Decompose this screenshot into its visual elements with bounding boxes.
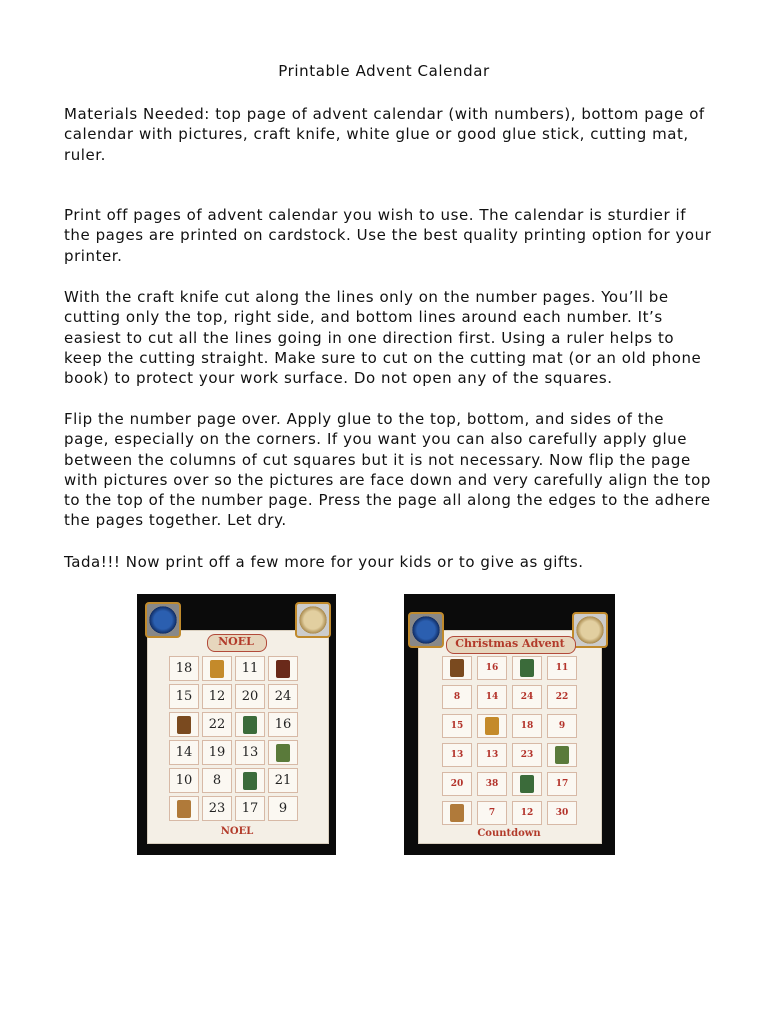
calendar-footer-text: Countdown: [477, 828, 541, 839]
calendar-banner-text: NOEL: [218, 635, 254, 648]
picture-icon: [210, 660, 224, 678]
cutting-paragraph: With the craft knife cut along the lines only on the number pages. You’ll be cutting only the top, right side, and bottom lines around each number. It’s easiest to cut all the lines going in one direction first. Using a ruler helps to keep the cutting straight. Make sure to cut on the cutting mat (or an old phone book) to protect your work surface. Do not open any of the squares.: [64, 288, 702, 388]
picture-icon: [520, 659, 534, 677]
number-cell: 21: [268, 768, 298, 793]
opened-picture-cell: [477, 714, 507, 738]
picture-icon: [555, 746, 569, 764]
number-cell: 8: [202, 768, 232, 793]
number-cell: 22: [202, 712, 232, 737]
number-cell: 9: [547, 714, 577, 738]
number-cell: 15: [442, 714, 472, 738]
opened-picture-cell: [442, 801, 472, 825]
calendar-grid: [169, 656, 298, 821]
number-cell: 20: [235, 684, 265, 709]
number-cell: 23: [202, 796, 232, 821]
opened-picture-cell: [547, 743, 577, 767]
picture-icon: [276, 660, 290, 678]
opened-picture-cell: [169, 712, 199, 737]
opened-picture-cell: [512, 772, 542, 796]
number-cell: 17: [235, 796, 265, 821]
number-cell: 15: [169, 684, 199, 709]
number-cell: 13: [477, 743, 507, 767]
noel-calendar-photo: [137, 594, 336, 855]
document-title: Printable Advent Calendar: [278, 62, 490, 80]
number-cell: 24: [512, 685, 542, 709]
number-cell: 7: [477, 801, 507, 825]
number-cell: 16: [477, 656, 507, 680]
picture-icon: [485, 717, 499, 735]
binder-clip-icon: [295, 602, 331, 638]
number-cell: 18: [512, 714, 542, 738]
binder-clip-icon: [572, 612, 608, 648]
closing-paragraph: Tada!!! Now print off a few more for your kids or to give as gifts.: [64, 553, 584, 571]
picture-icon: [450, 804, 464, 822]
picture-icon: [276, 744, 290, 762]
picture-icon: [243, 716, 257, 734]
number-cell: 16: [268, 712, 298, 737]
opened-picture-cell: [442, 656, 472, 680]
print-paragraph: Print off pages of advent calendar you wish to use. The calendar is sturdier if the pages are printed on cardstock. Use the best quality printing option for your printer.: [64, 206, 712, 265]
number-cell: 12: [512, 801, 542, 825]
picture-icon: [520, 775, 534, 793]
opened-picture-cell: [235, 712, 265, 737]
number-cell: 18: [169, 656, 199, 681]
number-cell: 8: [442, 685, 472, 709]
calendar-footer-text: NOEL: [220, 826, 254, 837]
number-cell: 14: [477, 685, 507, 709]
number-cell: 24: [268, 684, 298, 709]
opened-picture-cell: [268, 740, 298, 765]
number-cell: 13: [442, 743, 472, 767]
number-cell: 38: [477, 772, 507, 796]
picture-icon: [177, 716, 191, 734]
number-cell: 17: [547, 772, 577, 796]
binder-clip-icon: [145, 602, 181, 638]
number-cell: 13: [235, 740, 265, 765]
picture-icon: [243, 772, 257, 790]
opened-picture-cell: [169, 796, 199, 821]
materials-paragraph: Materials Needed: top page of advent calendar (with numbers), bottom page of calendar with pictures, craft knife, white glue or good glue stick, cutting mat, ruler.: [64, 105, 705, 164]
number-cell: 10: [169, 768, 199, 793]
calendar-grid: [442, 656, 577, 825]
number-cell: 22: [547, 685, 577, 709]
binder-clip-icon: [408, 612, 444, 648]
advent-calendar-photo: [404, 594, 615, 855]
number-cell: 19: [202, 740, 232, 765]
opened-picture-cell: [202, 656, 232, 681]
opened-picture-cell: [512, 656, 542, 680]
opened-picture-cell: [235, 768, 265, 793]
number-cell: 20: [442, 772, 472, 796]
calendar-banner-text: Christmas Advent: [455, 637, 565, 650]
number-cell: 23: [512, 743, 542, 767]
number-cell: 9: [268, 796, 298, 821]
number-cell: 14: [169, 740, 199, 765]
number-cell: 12: [202, 684, 232, 709]
number-cell: 11: [547, 656, 577, 680]
number-cell: 30: [547, 801, 577, 825]
opened-picture-cell: [268, 656, 298, 681]
picture-icon: [177, 800, 191, 818]
picture-icon: [450, 659, 464, 677]
number-cell: 11: [235, 656, 265, 681]
gluing-paragraph: Flip the number page over. Apply glue to the top, bottom, and sides of the page, especially on the corners. If you want you can also carefully apply glue between the columns of cut squares but it is not necessary. Now flip the page with pictures over so the pictures are face down and very carefully align the top to the top of the number page. Press the page all along the edges to the adhere the pages together. Let dry.: [64, 410, 711, 530]
